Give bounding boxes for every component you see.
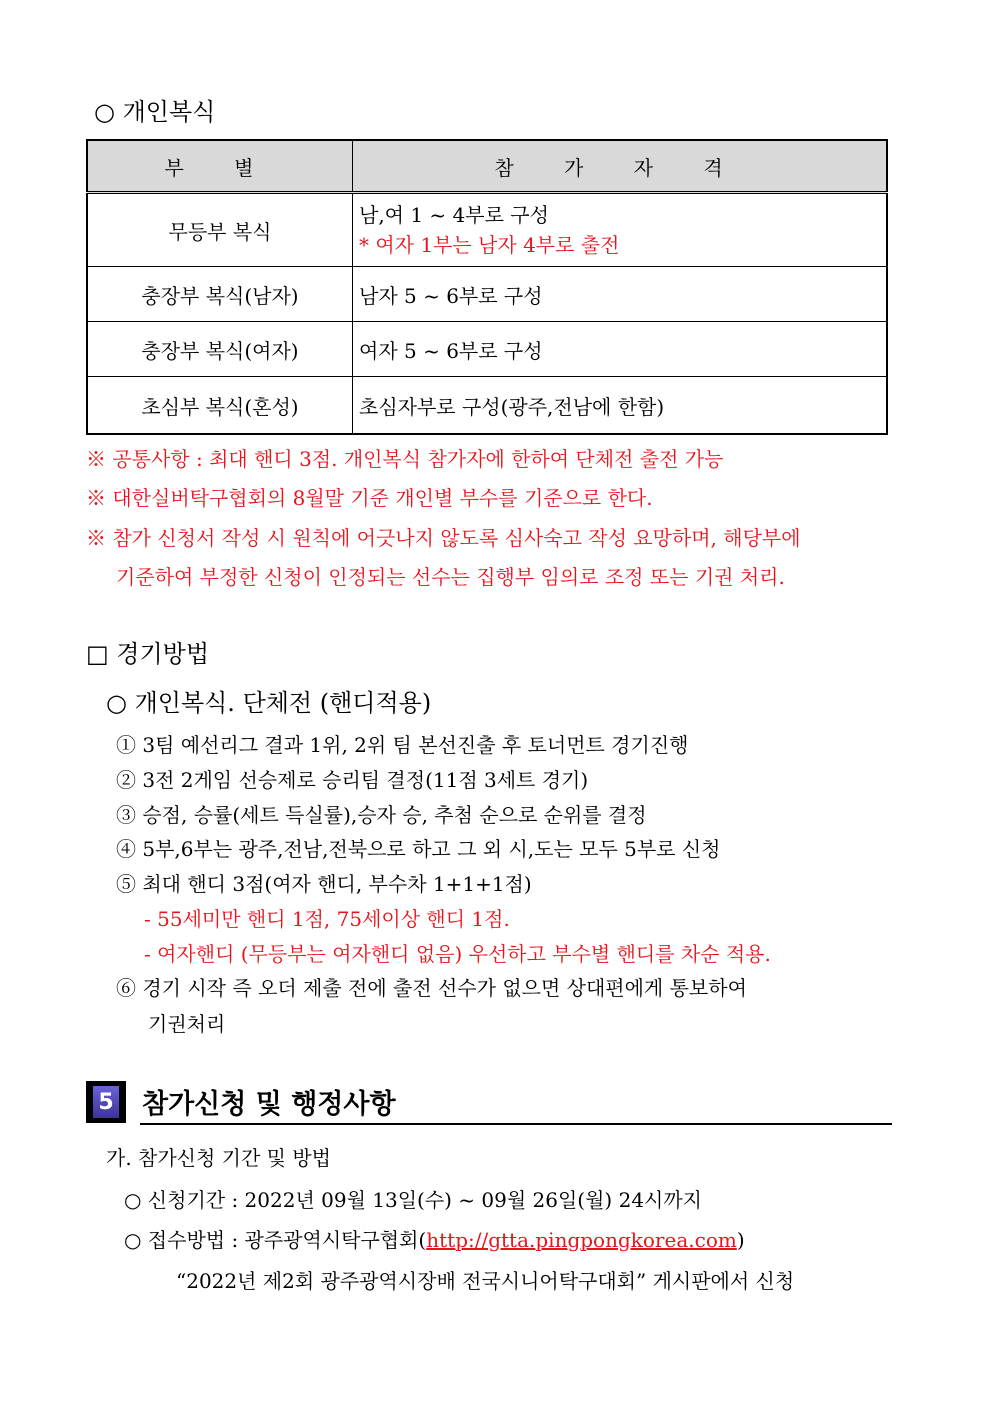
division-cell: 무등부 복식 (87, 193, 353, 267)
division-cell: 초심부 복식(혼성) (87, 377, 353, 435)
rule-item: ⑥ 경기 시작 즉 오더 제출 전에 출전 선수가 없으면 상대편에게 통보하여 (116, 976, 747, 1000)
rule-item: ③ 승점, 승률(세트 득실률),승자 승, 추첨 순으로 순위를 결정 (116, 803, 647, 827)
rule-item: ② 3전 2게임 선승제로 승리팀 결정(11점 3세트 경기) (116, 768, 589, 792)
table-row (87, 267, 887, 322)
section-title-individual: ○ 개인복식 (94, 98, 216, 126)
note-application-cont: 기준하여 부정한 신청이 인정되는 선수는 집행부 임의로 조정 또는 기권 처리. (116, 565, 785, 589)
qualification-table (86, 139, 888, 435)
division-cell: 충장부 복식(남자) (87, 267, 353, 322)
rule-item: ④ 5부,6부는 광주,전남,전북으로 하고 그 외 시,도는 모두 5부로 신청 (116, 837, 721, 861)
rule-sub-item: - 55세미만 핸디 1점, 75세이상 핸디 1점. (144, 907, 510, 931)
header-qualification: 참 가 자 격 (353, 140, 888, 193)
table-row (87, 193, 887, 267)
qualification-note: * 여자 1부는 남자 4부로 출전 (359, 233, 620, 257)
qualification-cell: 초심자부로 구성(광주,전남에 한함) (353, 377, 888, 435)
table-header-row (87, 140, 887, 193)
application-method (124, 1224, 745, 1253)
association-link[interactable]: http://gtta.pingpongkorea.com (426, 1228, 737, 1252)
rule-item-cont: 기권처리 (148, 1012, 226, 1036)
section-divider (140, 1123, 892, 1125)
section-title-application: 참가신청 및 행정사항 (142, 1089, 396, 1120)
note-common: ※ 공통사항 : 최대 핸디 3점. 개인복식 참가자에 한하여 단체전 출전 가능 (86, 447, 724, 471)
note-standard: ※ 대한실버탁구협회의 8월말 기준 개인별 부수를 기준으로 한다. (86, 486, 653, 510)
game-method-subtitle: ○ 개인복식. 단체전 (핸디적용) (106, 689, 432, 717)
header-division: 부 별 (87, 140, 353, 193)
section-title-game-method: □ 경기방법 (86, 640, 210, 668)
rule-item: ⑤ 최대 핸디 3점(여자 핸디, 부수차 1+1+1점) (116, 872, 532, 896)
section-number: 5 (93, 1086, 119, 1118)
board-instruction: “2022년 제2회 광주광역시장배 전국시니어탁구대회” 게시판에서 신청 (176, 1269, 795, 1293)
application-period: ○ 신청기간 : 2022년 09월 13일(수) ~ 09월 26일(월) 24시까지 (124, 1188, 702, 1212)
table-row (87, 322, 887, 377)
qualification-cell: 여자 5 ~ 6부로 구성 (353, 322, 888, 377)
table-row (87, 377, 887, 435)
note-application: ※ 참가 신청서 작성 시 원칙에 어긋나지 않도록 심사숙고 작성 요망하며, 해당부에 (86, 526, 801, 550)
rule-sub-item: - 여자핸디 (무등부는 여자핸디 없음) 우선하고 부수별 핸디를 차순 적용. (144, 942, 771, 966)
division-cell: 충장부 복식(여자) (87, 322, 353, 377)
qualification-cell: 남,여 1 ~ 4부로 구성 (359, 203, 549, 227)
section-number-badge (86, 1081, 126, 1123)
rule-item: ① 3팀 예선리그 결과 1위, 2위 팀 본선진출 후 토너먼트 경기진행 (116, 733, 689, 757)
qualification-cell: 남자 5 ~ 6부로 구성 (353, 267, 888, 322)
sub-heading-application: 가. 참가신청 기간 및 방법 (106, 1146, 331, 1170)
application-method-prefix: ○ 접수방법 : 광주광역시탁구협회( (124, 1228, 427, 1252)
application-method-suffix: ) (736, 1228, 745, 1252)
